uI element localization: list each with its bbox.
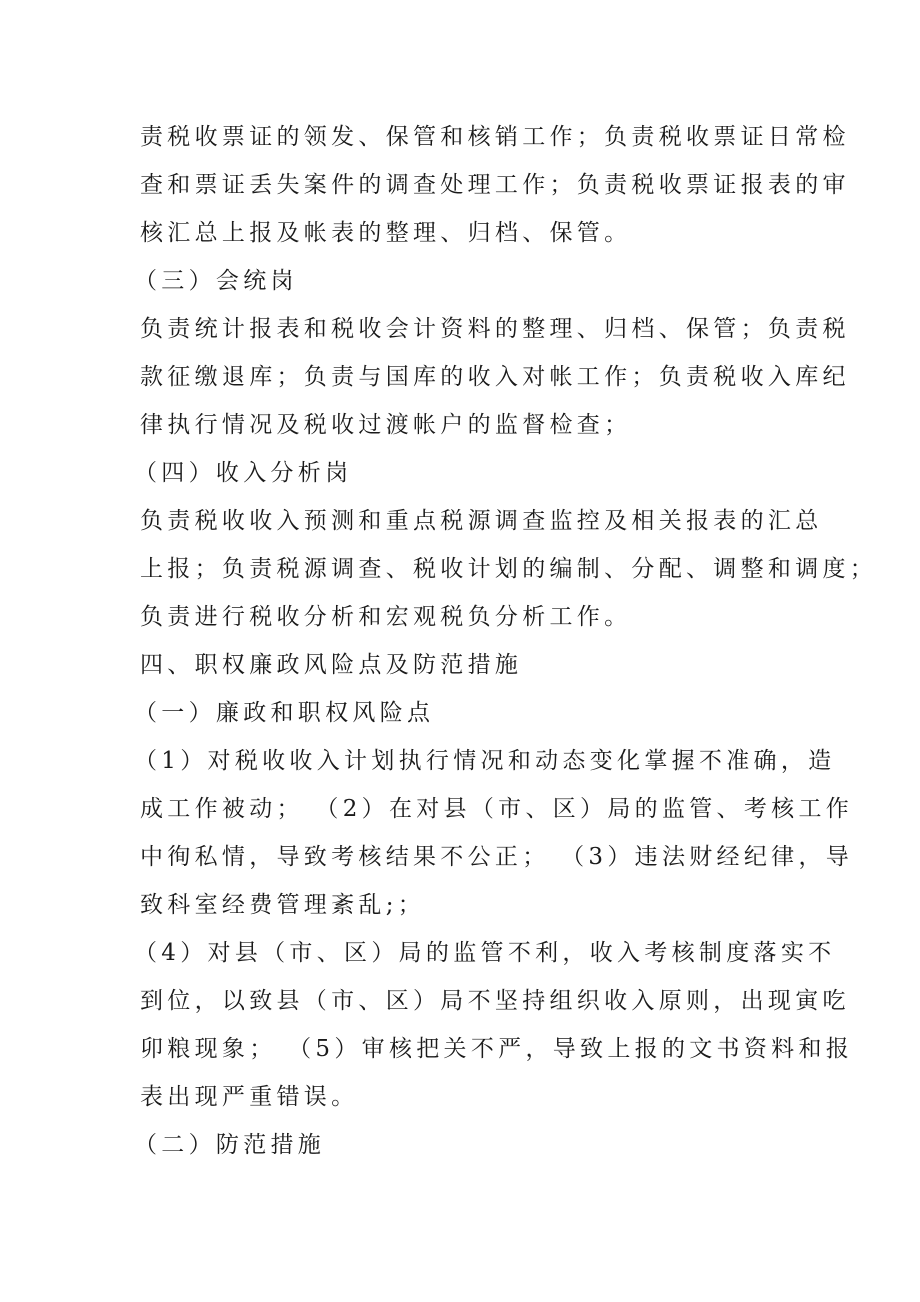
section-heading: （三）会统岗 xyxy=(134,268,298,294)
body-line: 负责进行税收分析和宏观税负分析工作。 xyxy=(140,604,632,630)
body-line: 致科室经费管理紊乱;； xyxy=(140,892,426,918)
body-line: （1）对税收收入计划执行情况和动态变化掌握不准确，造 xyxy=(134,748,836,774)
body-line: （4）对县（市、区）局的监管不利，收入考核制度落实不 xyxy=(134,940,836,966)
body-line: 责税收票证的领发、保管和核销工作；负责税收票证日常检 xyxy=(140,124,850,150)
body-line: 核汇总上报及帐表的整理、归档、保管。 xyxy=(140,220,632,246)
body-line: 成工作被动； （2）在对县（市、区）局的监管、考核工作 xyxy=(140,796,854,822)
body-line: 律执行情况及税收过渡帐户的监督检查； xyxy=(140,412,632,438)
section-heading: （一）廉政和职权风险点 xyxy=(134,700,435,726)
body-line: 款征缴退库；负责与国库的收入对帐工作；负责税收入库纪 xyxy=(140,364,850,390)
body-line: 到位，以致县（市、区）局不坚持组织收入原则，出现寅吃 xyxy=(140,988,850,1014)
body-line: 卯粮现象； （5）审核把关不严，导致上报的文书资料和报 xyxy=(140,1036,854,1062)
body-line: 负责税收收入预测和重点税源调查监控及相关报表的汇总 xyxy=(140,508,823,534)
body-line: 负责统计报表和税收会计资料的整理、归档、保管；负责税 xyxy=(140,316,850,342)
section-heading: 四、职权廉政风险点及防范措施 xyxy=(140,652,523,678)
body-line: 查和票证丢失案件的调查处理工作；负责税收票证报表的审 xyxy=(140,172,850,198)
document-body xyxy=(134,113,878,1169)
body-line: 中徇私情，导致考核结果不公正； （3）违法财经纪律，导 xyxy=(140,844,854,870)
section-heading: （二）防范措施 xyxy=(134,1132,326,1158)
body-line: 表出现严重错误。 xyxy=(140,1084,359,1110)
body-line: 上报；负责税源调查、税收计划的编制、分配、调整和调度； xyxy=(140,556,878,582)
section-heading: （四）收入分析岗 xyxy=(134,460,353,486)
